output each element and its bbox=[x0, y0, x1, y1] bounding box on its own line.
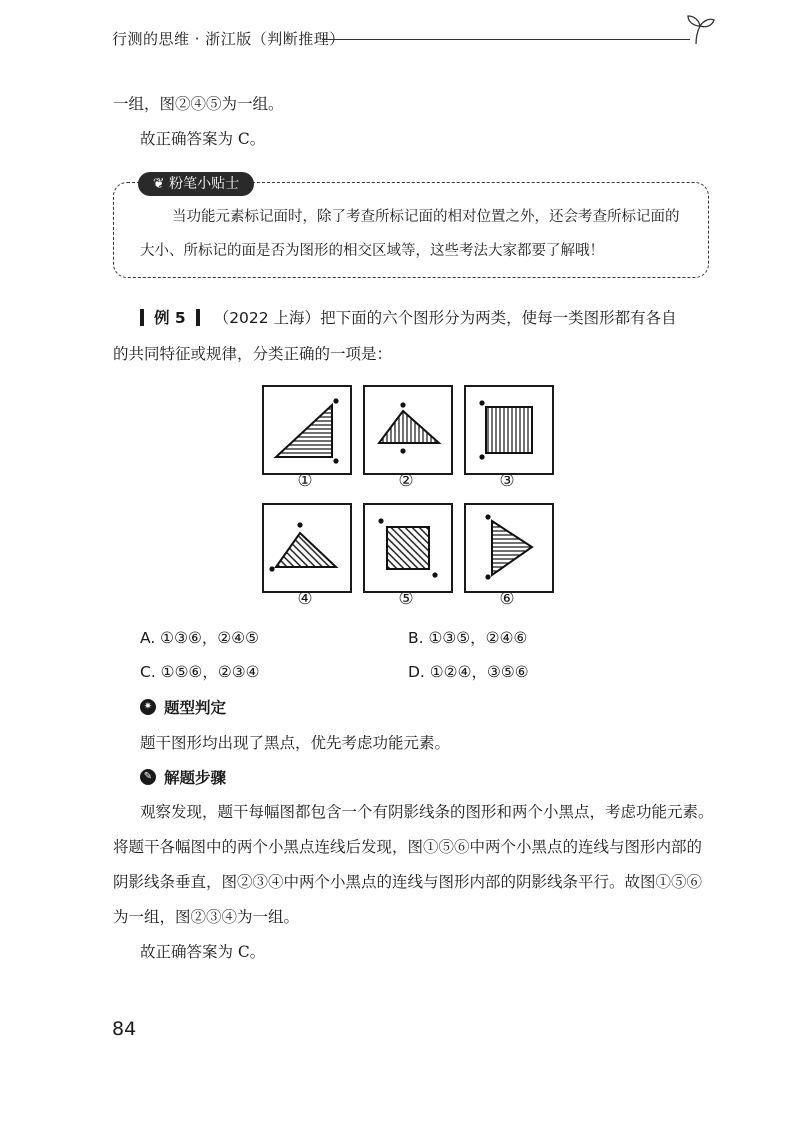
prev-answer-final: 故正确答案为 C。 bbox=[140, 130, 266, 148]
section-question-type bbox=[140, 696, 226, 718]
figure-4 bbox=[262, 503, 352, 593]
figure-label-3: ③ bbox=[499, 471, 515, 491]
figure-label-2: ② bbox=[398, 471, 414, 491]
solution-line-2: 将题干各幅图中的两个小黑点连线后发现，图①⑤⑥中两个小黑点的连线与图形内部的 bbox=[113, 838, 703, 856]
figure-1 bbox=[262, 385, 352, 475]
option-c: C. ①⑤⑥，②③④ bbox=[140, 663, 260, 681]
figure-6 bbox=[464, 503, 554, 593]
example-bar-left bbox=[140, 309, 144, 326]
example-source: （2022 上海） bbox=[213, 309, 321, 327]
figure-label-1: ① bbox=[297, 471, 313, 491]
figure-label-4: ④ bbox=[297, 589, 313, 609]
figure-3 bbox=[464, 385, 554, 475]
sprout-icon bbox=[682, 10, 718, 46]
option-b: B. ①③⑤，②④⑥ bbox=[408, 629, 528, 647]
example-question-1: 把下面的六个图形分为两类，使每一类图形都有各自 bbox=[320, 309, 677, 327]
sun-icon: ✷ bbox=[140, 699, 156, 715]
figure-label-6: ⑥ bbox=[499, 589, 515, 609]
example-bar-right bbox=[196, 309, 200, 326]
figure-label-5: ⑤ bbox=[398, 589, 414, 609]
tip-line-2: 大小、所标记的面是否为图形的相交区域等，这些考法大家都要了解哦！ bbox=[140, 243, 604, 259]
figure-5 bbox=[363, 503, 453, 593]
example-label: 例 5 bbox=[154, 309, 186, 327]
prev-answer-line: 一组，图②④⑤为一组。 bbox=[113, 95, 284, 113]
solution-answer: 故正确答案为 C。 bbox=[140, 943, 266, 961]
option-a: A. ①③⑥，②④⑤ bbox=[140, 629, 260, 647]
solution-line-4: 为一组，图②③④为一组。 bbox=[113, 908, 300, 926]
header-rule bbox=[322, 39, 690, 40]
section-solution-steps-title: 解题步骤 bbox=[164, 769, 227, 787]
pen-icon: ✎ bbox=[140, 769, 156, 785]
section-question-type-text: 题干图形均出现了黑点，优先考虑功能元素。 bbox=[140, 734, 451, 752]
tip-label: ❦ 粉笔小贴士 bbox=[138, 172, 254, 196]
running-header-title: 行测的思维 · 浙江版（判断推理） bbox=[112, 30, 345, 48]
example-heading bbox=[140, 306, 677, 328]
example-question-2: 的共同特征或规律，分类正确的一项是： bbox=[113, 345, 393, 363]
figure-2 bbox=[363, 385, 453, 475]
page-number: 84 bbox=[112, 1018, 137, 1040]
tip-box bbox=[113, 182, 709, 278]
tip-line-1: 当功能元素标记面时，除了考查所标记面的相对位置之外，还会考查所标记面的 bbox=[172, 209, 680, 225]
option-d: D. ①②④，③⑤⑥ bbox=[408, 663, 529, 681]
section-question-type-title: 题型判定 bbox=[164, 699, 227, 717]
section-solution-steps bbox=[140, 766, 226, 788]
solution-line-3: 阴影线条垂直，图②③④中两个小黑点的连线与图形内部的阴影线条平行。故图①⑤⑥ bbox=[113, 873, 703, 891]
solution-line-1: 观察发现，题干每幅图都包含一个有阴影线条的图形和两个小黑点，考虑功能元素。 bbox=[140, 803, 714, 821]
leaf-icon: ❦ bbox=[152, 176, 165, 192]
